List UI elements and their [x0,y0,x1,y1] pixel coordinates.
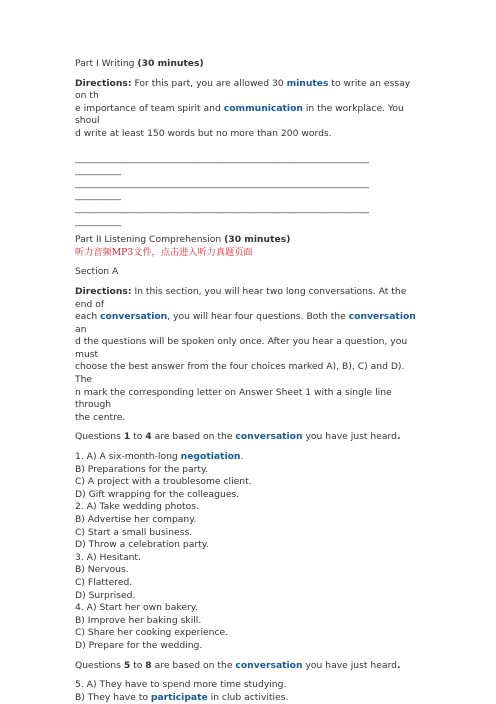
questions-intro-5-8: Questions 5 to 8 are based on the conversation you have just heard. [75,659,401,671]
answer-option: 3. A) Hesitant. [75,551,141,563]
answer-option: B) Nervous. [75,564,129,576]
answer-line: __________ [75,190,121,202]
answer-line: ________________________________________________________________ [75,177,369,189]
answer-option: D) Surprised. [75,589,136,601]
answer-option: C) Start a small business. [75,526,193,538]
part1-directions: Directions: For this part, you are allowed 30 minutes to write an essay on th e importance of team spirit and communication in the workplace. You shoul d write at least 150 words but no more than 200 words. [75,77,411,139]
answer-option: 1. A) A six-month-long negotiation. [75,451,244,463]
mp3-link[interactable]: 听力音频MP3文件，点击进入听力真题页面 [75,246,253,258]
answer-option: C) Flattered. [75,576,133,588]
answer-option: D) Gift wrapping for the colleagues. [75,488,240,500]
answer-option: 5. A) They have to spend more time studying. [75,679,287,691]
answer-option: 4. A) Start her own bakery. [75,602,198,614]
part2-heading: Part II Listening Comprehension (30 minutes) [75,234,291,246]
answer-option: C) Share her cooking experience. [75,627,229,639]
answer-option: B) Advertise her company. [75,514,197,525]
answer-line: __________ [75,215,121,227]
answer-option: D) Prepare for the wedding. [75,639,203,651]
answer-line: ________________________________________________________________ [75,152,369,164]
answer-option: 2. A) Take wedding photos. [75,501,199,513]
part1-heading: Part I Writing (30 minutes) [75,58,204,69]
answer-option: D) Throw a celebration party. [75,539,209,551]
questions-intro-1-4: Questions 1 to 4 are based on the conversation you have just heard. [75,431,401,443]
answer-line: ________________________________________________________________ [75,202,369,214]
section-a-label: Section A [75,266,119,278]
answer-option: B) They have to participate in club activities. [75,691,289,703]
answer-option: B) Improve her baking skill. [75,614,202,626]
answer-option: B) Preparations for the party. [75,463,209,475]
answer-line: __________ [75,165,121,177]
part2-directions: Directions: In this section, you will hear two long conversations. At the end of each conversation, you will hear four questions. Both the conversation an d the questions will be spoken only once. After you hear a question, you must choose the best answer from the four choices marked A), B), C) and D). The n mark the corresponding letter on Answer Sheet 1 with a single line through the centre. [75,285,416,423]
document-page [75,58,421,704]
answer-option: C) A project with a troublesome client. [75,476,252,488]
